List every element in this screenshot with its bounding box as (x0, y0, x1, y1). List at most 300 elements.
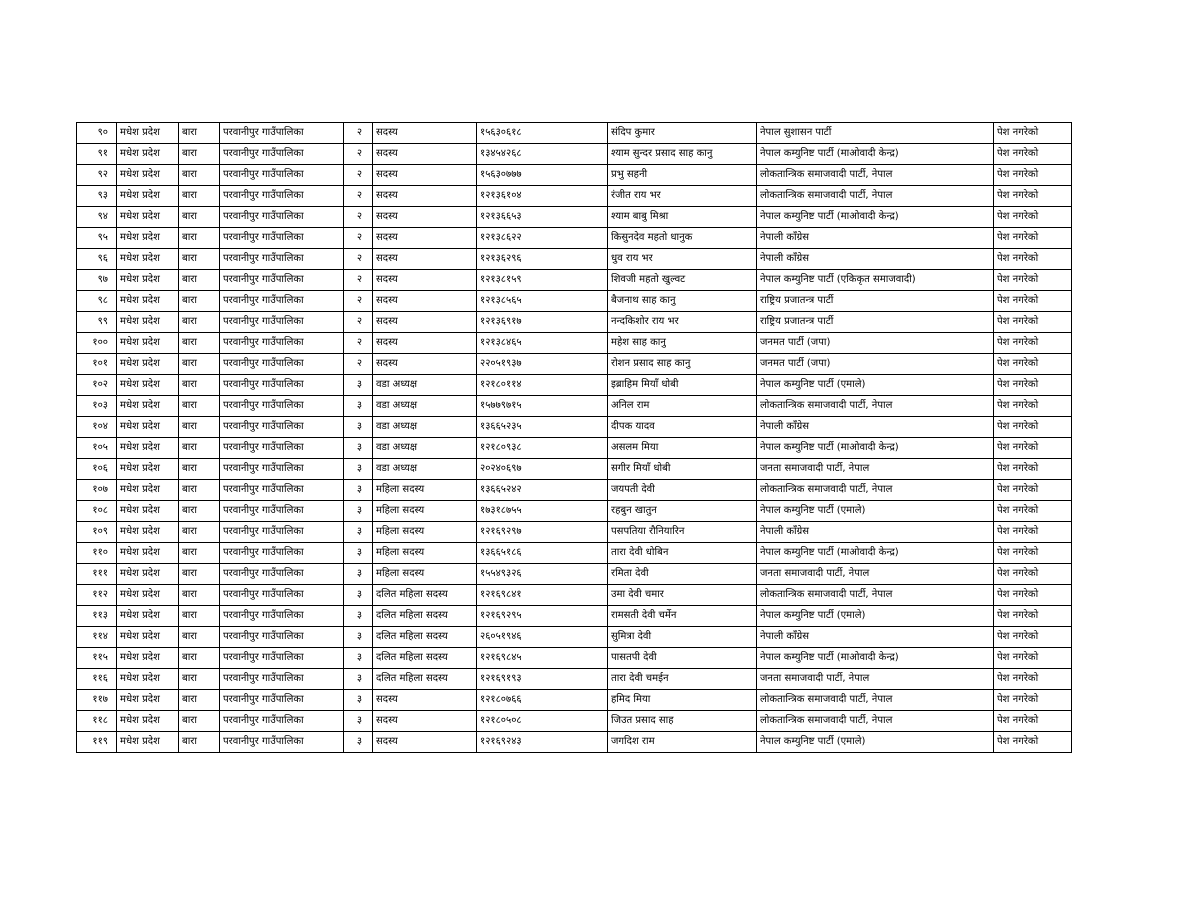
district-cell: बारा (179, 438, 220, 459)
id-number-cell: १२१६९१९३ (477, 669, 608, 690)
party-cell: राष्ट्रिय प्रजातन्त्र पार्टी (757, 291, 994, 312)
post-cell: सदस्य (373, 165, 477, 186)
serial-number-cell: ११३ (77, 606, 117, 627)
status-cell: पेश नगरेको (994, 123, 1072, 144)
serial-number-cell: १०६ (77, 459, 117, 480)
post-cell: दलित महिला सदस्य (373, 669, 477, 690)
post-cell: महिला सदस्य (373, 543, 477, 564)
party-cell: राष्ट्रिय प्रजातन्त्र पार्टी (757, 312, 994, 333)
id-number-cell: १५७७९७१५ (477, 396, 608, 417)
serial-number-cell: ११९ (77, 732, 117, 753)
province-cell: मधेश प्रदेश (117, 354, 179, 375)
candidate-name-cell: पसपतिया रौनियारिन (608, 522, 757, 543)
province-cell: मधेश प्रदेश (117, 501, 179, 522)
province-cell: मधेश प्रदेश (117, 291, 179, 312)
district-cell: बारा (179, 165, 220, 186)
status-cell: पेश नगरेको (994, 228, 1072, 249)
district-cell: बारा (179, 669, 220, 690)
post-cell: महिला सदस्य (373, 522, 477, 543)
post-cell: सदस्य (373, 228, 477, 249)
province-cell: मधेश प्रदेश (117, 669, 179, 690)
candidate-name-cell: रमिता देवी (608, 564, 757, 585)
province-cell: मधेश प्रदेश (117, 186, 179, 207)
district-cell: बारा (179, 291, 220, 312)
district-cell: बारा (179, 480, 220, 501)
id-number-cell: १२१६९२४३ (477, 732, 608, 753)
district-cell: बारा (179, 396, 220, 417)
id-number-cell: १२१३८६२२ (477, 228, 608, 249)
province-cell: मधेश प्रदेश (117, 165, 179, 186)
province-cell: मधेश प्रदेश (117, 543, 179, 564)
id-number-cell: १५६३०७७७ (477, 165, 608, 186)
id-number-cell: १२१६९२९७ (477, 522, 608, 543)
id-number-cell: १५५४९३२६ (477, 564, 608, 585)
province-cell: मधेश प्रदेश (117, 375, 179, 396)
serial-number-cell: १०० (77, 333, 117, 354)
table-row (77, 249, 1072, 270)
candidate-name-cell: शिवजी महतो खुल्वट (608, 270, 757, 291)
party-cell: जनता समाजवादी पार्टी, नेपाल (757, 564, 994, 585)
post-cell: वडा अध्यक्ष (373, 417, 477, 438)
table-row (77, 564, 1072, 585)
party-cell: नेपाल कम्युनिष्ट पार्टी (एमाले) (757, 606, 994, 627)
candidate-name-cell: रहबुन खातुन (608, 501, 757, 522)
id-number-cell: १३६६५२३५ (477, 417, 608, 438)
province-cell: मधेश प्रदेश (117, 333, 179, 354)
province-cell: मधेश प्रदेश (117, 480, 179, 501)
candidate-name-cell: रंजीत राय भर (608, 186, 757, 207)
id-number-cell: १२१३६९१७ (477, 312, 608, 333)
table-row (77, 669, 1072, 690)
serial-number-cell: १०२ (77, 375, 117, 396)
party-cell: लोकतान्त्रिक समाजवादी पार्टी, नेपाल (757, 711, 994, 732)
local-level-cell: परवानीपुर गाउँपालिका (220, 480, 344, 501)
candidate-name-cell: जिउत प्रसाद साह (608, 711, 757, 732)
post-cell: सदस्य (373, 690, 477, 711)
candidate-name-cell: बैजनाथ साह कानु (608, 291, 757, 312)
serial-number-cell: ९८ (77, 291, 117, 312)
district-cell: बारा (179, 564, 220, 585)
district-cell: बारा (179, 711, 220, 732)
table-row (77, 354, 1072, 375)
candidate-name-cell: हमिद मिया (608, 690, 757, 711)
status-cell: पेश नगरेको (994, 165, 1072, 186)
district-cell: बारा (179, 459, 220, 480)
party-cell: जनता समाजवादी पार्टी, नेपाल (757, 459, 994, 480)
province-cell: मधेश प्रदेश (117, 459, 179, 480)
id-number-cell: १२१६९८४५ (477, 648, 608, 669)
party-cell: नेपाल कम्युनिष्ट पार्टी (माओवादी केन्द्र) (757, 438, 994, 459)
party-cell: लोकतान्त्रिक समाजवादी पार्टी, नेपाल (757, 165, 994, 186)
district-cell: बारा (179, 375, 220, 396)
ward-cell: ३ (344, 627, 373, 648)
party-cell: नेपाली काँग्रेस (757, 417, 994, 438)
status-cell: पेश नगरेको (994, 375, 1072, 396)
serial-number-cell: ११२ (77, 585, 117, 606)
status-cell: पेश नगरेको (994, 564, 1072, 585)
party-cell: नेपाल कम्युनिष्ट पार्टी (माओवादी केन्द्र) (757, 144, 994, 165)
province-cell: मधेश प्रदेश (117, 690, 179, 711)
ward-cell: ३ (344, 459, 373, 480)
province-cell: मधेश प्रदेश (117, 228, 179, 249)
serial-number-cell: १०३ (77, 396, 117, 417)
id-number-cell: १२१८०५०८ (477, 711, 608, 732)
serial-number-cell: १०९ (77, 522, 117, 543)
local-level-cell: परवानीपुर गाउँपालिका (220, 585, 344, 606)
status-cell: पेश नगरेको (994, 585, 1072, 606)
table-row (77, 312, 1072, 333)
candidate-name-cell: दीपक यादव (608, 417, 757, 438)
candidate-name-cell: तारा देवी चमईन (608, 669, 757, 690)
ward-cell: २ (344, 333, 373, 354)
ward-cell: ३ (344, 480, 373, 501)
local-level-cell: परवानीपुर गाउँपालिका (220, 669, 344, 690)
local-level-cell: परवानीपुर गाउँपालिका (220, 228, 344, 249)
serial-number-cell: ९६ (77, 249, 117, 270)
candidate-name-cell: पासतपी देवी (608, 648, 757, 669)
document-table-wrapper (76, 122, 1072, 753)
ward-cell: ३ (344, 501, 373, 522)
serial-number-cell: १०८ (77, 501, 117, 522)
status-cell: पेश नगरेको (994, 627, 1072, 648)
party-cell: नेपाली काँग्रेस (757, 228, 994, 249)
province-cell: मधेश प्रदेश (117, 711, 179, 732)
candidate-name-cell: धुव राय भर (608, 249, 757, 270)
district-cell: बारा (179, 543, 220, 564)
party-cell: नेपाल कम्युनिष्ट पार्टी (माओवादी केन्द्र) (757, 207, 994, 228)
status-cell: पेश नगरेको (994, 144, 1072, 165)
post-cell: सदस्य (373, 291, 477, 312)
status-cell: पेश नगरेको (994, 732, 1072, 753)
table-row (77, 186, 1072, 207)
table-row (77, 522, 1072, 543)
id-number-cell: १२१३६६५३ (477, 207, 608, 228)
local-level-cell: परवानीपुर गाउँपालिका (220, 606, 344, 627)
id-number-cell: १२१३६२९६ (477, 249, 608, 270)
post-cell: सदस्य (373, 732, 477, 753)
status-cell: पेश नगरेको (994, 312, 1072, 333)
serial-number-cell: ११६ (77, 669, 117, 690)
table-row (77, 711, 1072, 732)
party-cell: लोकतान्त्रिक समाजवादी पार्टी, नेपाल (757, 396, 994, 417)
id-number-cell: १२१८०९३८ (477, 438, 608, 459)
ward-cell: २ (344, 228, 373, 249)
ward-cell: ३ (344, 438, 373, 459)
party-cell: लोकतान्त्रिक समाजवादी पार्टी, नेपाल (757, 480, 994, 501)
district-cell: बारा (179, 648, 220, 669)
local-level-cell: परवानीपुर गाउँपालिका (220, 690, 344, 711)
status-cell: पेश नगरेको (994, 333, 1072, 354)
ward-cell: ३ (344, 669, 373, 690)
post-cell: सदस्य (373, 186, 477, 207)
ward-cell: २ (344, 354, 373, 375)
post-cell: सदस्य (373, 711, 477, 732)
province-cell: मधेश प्रदेश (117, 270, 179, 291)
province-cell: मधेश प्रदेश (117, 522, 179, 543)
candidate-name-cell: असलम मिया (608, 438, 757, 459)
candidate-name-cell: नन्दकिशोर राय भर (608, 312, 757, 333)
post-cell: महिला सदस्य (373, 501, 477, 522)
party-cell: नेपाल कम्युनिष्ट पार्टी (एमाले) (757, 375, 994, 396)
ward-cell: ३ (344, 417, 373, 438)
party-cell: नेपाल कम्युनिष्ट पार्टी (माओवादी केन्द्र) (757, 543, 994, 564)
table-row (77, 207, 1072, 228)
post-cell: सदस्य (373, 312, 477, 333)
id-number-cell: १२१६९८४१ (477, 585, 608, 606)
candidate-table (76, 122, 1072, 753)
party-cell: नेपाली काँग्रेस (757, 249, 994, 270)
id-number-cell: १२१८०११४ (477, 375, 608, 396)
post-cell: सदस्य (373, 207, 477, 228)
serial-number-cell: ९५ (77, 228, 117, 249)
district-cell: बारा (179, 333, 220, 354)
candidate-name-cell: रामसती देवी चर्मेन (608, 606, 757, 627)
ward-cell: ३ (344, 375, 373, 396)
party-cell: नेपाल कम्युनिष्ट पार्टी (माओवादी केन्द्र) (757, 648, 994, 669)
serial-number-cell: ९७ (77, 270, 117, 291)
party-cell: नेपाल कम्युनिष्ट पार्टी (एकिकृत समाजवादी) (757, 270, 994, 291)
province-cell: मधेश प्रदेश (117, 732, 179, 753)
table-row (77, 228, 1072, 249)
serial-number-cell: ९२ (77, 165, 117, 186)
post-cell: दलित महिला सदस्य (373, 627, 477, 648)
candidate-name-cell: महेश साह कानु (608, 333, 757, 354)
status-cell: पेश नगरेको (994, 438, 1072, 459)
serial-number-cell: १०१ (77, 354, 117, 375)
id-number-cell: २०२४०६९७ (477, 459, 608, 480)
candidate-name-cell: किसुनदेव महतो धानुक (608, 228, 757, 249)
ward-cell: २ (344, 186, 373, 207)
local-level-cell: परवानीपुर गाउँपालिका (220, 564, 344, 585)
candidate-name-cell: जयपती देवी (608, 480, 757, 501)
post-cell: दलित महिला सदस्य (373, 606, 477, 627)
local-level-cell: परवानीपुर गाउँपालिका (220, 249, 344, 270)
serial-number-cell: ११० (77, 543, 117, 564)
party-cell: जनता समाजवादी पार्टी, नेपाल (757, 669, 994, 690)
table-row (77, 270, 1072, 291)
id-number-cell: १५६३०६१८ (477, 123, 608, 144)
party-cell: नेपाल कम्युनिष्ट पार्टी (एमाले) (757, 732, 994, 753)
ward-cell: २ (344, 291, 373, 312)
ward-cell: ३ (344, 690, 373, 711)
district-cell: बारा (179, 144, 220, 165)
province-cell: मधेश प्रदेश (117, 564, 179, 585)
serial-number-cell: ११८ (77, 711, 117, 732)
local-level-cell: परवानीपुर गाउँपालिका (220, 123, 344, 144)
table-row (77, 165, 1072, 186)
ward-cell: ३ (344, 522, 373, 543)
ward-cell: २ (344, 144, 373, 165)
district-cell: बारा (179, 228, 220, 249)
post-cell: सदस्य (373, 123, 477, 144)
party-cell: जनमत पार्टी (जपा) (757, 333, 994, 354)
table-row (77, 543, 1072, 564)
district-cell: बारा (179, 354, 220, 375)
status-cell: पेश नगरेको (994, 669, 1072, 690)
district-cell: बारा (179, 417, 220, 438)
ward-cell: ३ (344, 648, 373, 669)
candidate-name-cell: प्रभु सहनी (608, 165, 757, 186)
local-level-cell: परवानीपुर गाउँपालिका (220, 732, 344, 753)
province-cell: मधेश प्रदेश (117, 417, 179, 438)
table-row (77, 459, 1072, 480)
province-cell: मधेश प्रदेश (117, 144, 179, 165)
id-number-cell: २६०५१९४६ (477, 627, 608, 648)
ward-cell: ३ (344, 606, 373, 627)
id-number-cell: १२१३६१०४ (477, 186, 608, 207)
local-level-cell: परवानीपुर गाउँपालिका (220, 396, 344, 417)
ward-cell: ३ (344, 585, 373, 606)
serial-number-cell: ९३ (77, 186, 117, 207)
status-cell: पेश नगरेको (994, 249, 1072, 270)
district-cell: बारा (179, 270, 220, 291)
party-cell: नेपाली काँग्रेस (757, 522, 994, 543)
ward-cell: ३ (344, 711, 373, 732)
district-cell: बारा (179, 312, 220, 333)
table-row (77, 396, 1072, 417)
status-cell: पेश नगरेको (994, 417, 1072, 438)
serial-number-cell: १०७ (77, 480, 117, 501)
local-level-cell: परवानीपुर गाउँपालिका (220, 186, 344, 207)
serial-number-cell: ९१ (77, 144, 117, 165)
serial-number-cell: ९० (77, 123, 117, 144)
province-cell: मधेश प्रदेश (117, 627, 179, 648)
status-cell: पेश नगरेको (994, 396, 1072, 417)
district-cell: बारा (179, 501, 220, 522)
candidate-name-cell: जगदिश राम (608, 732, 757, 753)
table-row (77, 648, 1072, 669)
ward-cell: ३ (344, 564, 373, 585)
district-cell: बारा (179, 732, 220, 753)
post-cell: वडा अध्यक्ष (373, 375, 477, 396)
post-cell: वडा अध्यक्ष (373, 396, 477, 417)
local-level-cell: परवानीपुर गाउँपालिका (220, 144, 344, 165)
province-cell: मधेश प्रदेश (117, 123, 179, 144)
post-cell: सदस्य (373, 144, 477, 165)
status-cell: पेश नगरेको (994, 270, 1072, 291)
district-cell: बारा (179, 186, 220, 207)
status-cell: पेश नगरेको (994, 207, 1072, 228)
serial-number-cell: ११५ (77, 648, 117, 669)
id-number-cell: १२१६९२९५ (477, 606, 608, 627)
party-cell: लोकतान्त्रिक समाजवादी पार्टी, नेपाल (757, 585, 994, 606)
id-number-cell: २२०५१९३७ (477, 354, 608, 375)
ward-cell: ३ (344, 732, 373, 753)
district-cell: बारा (179, 522, 220, 543)
table-row (77, 375, 1072, 396)
status-cell: पेश नगरेको (994, 291, 1072, 312)
district-cell: बारा (179, 207, 220, 228)
district-cell: बारा (179, 585, 220, 606)
district-cell: बारा (179, 249, 220, 270)
candidate-name-cell: तारा देवी धोबिन (608, 543, 757, 564)
party-cell: नेपाल सुशासन पार्टी (757, 123, 994, 144)
table-row (77, 123, 1072, 144)
district-cell: बारा (179, 690, 220, 711)
status-cell: पेश नगरेको (994, 459, 1072, 480)
district-cell: बारा (179, 627, 220, 648)
serial-number-cell: ९४ (77, 207, 117, 228)
id-number-cell: १२१८०७६६ (477, 690, 608, 711)
province-cell: मधेश प्रदेश (117, 606, 179, 627)
ward-cell: २ (344, 312, 373, 333)
province-cell: मधेश प्रदेश (117, 585, 179, 606)
party-cell: जनमत पार्टी (जपा) (757, 354, 994, 375)
ward-cell: २ (344, 249, 373, 270)
party-cell: नेपाली काँग्रेस (757, 627, 994, 648)
table-row (77, 585, 1072, 606)
province-cell: मधेश प्रदेश (117, 396, 179, 417)
table-row (77, 333, 1072, 354)
table-row (77, 291, 1072, 312)
local-level-cell: परवानीपुर गाउँपालिका (220, 648, 344, 669)
serial-number-cell: ११७ (77, 690, 117, 711)
local-level-cell: परवानीपुर गाउँपालिका (220, 333, 344, 354)
status-cell: पेश नगरेको (994, 711, 1072, 732)
ward-cell: ३ (344, 543, 373, 564)
ward-cell: २ (344, 165, 373, 186)
candidate-name-cell: रोशन प्रसाद साह कानु (608, 354, 757, 375)
local-level-cell: परवानीपुर गाउँपालिका (220, 627, 344, 648)
party-cell: लोकतान्त्रिक समाजवादी पार्टी, नेपाल (757, 690, 994, 711)
id-number-cell: १२१३८१५९ (477, 270, 608, 291)
table-row (77, 480, 1072, 501)
local-level-cell: परवानीपुर गाउँपालिका (220, 438, 344, 459)
candidate-name-cell: संदिप कुमार (608, 123, 757, 144)
status-cell: पेश नगरेको (994, 480, 1072, 501)
post-cell: महिला सदस्य (373, 480, 477, 501)
status-cell: पेश नगरेको (994, 354, 1072, 375)
post-cell: सदस्य (373, 354, 477, 375)
local-level-cell: परवानीपुर गाउँपालिका (220, 354, 344, 375)
post-cell: सदस्य (373, 249, 477, 270)
table-row (77, 627, 1072, 648)
status-cell: पेश नगरेको (994, 186, 1072, 207)
province-cell: मधेश प्रदेश (117, 438, 179, 459)
province-cell: मधेश प्रदेश (117, 312, 179, 333)
id-number-cell: १३६६५१८६ (477, 543, 608, 564)
serial-number-cell: १११ (77, 564, 117, 585)
province-cell: मधेश प्रदेश (117, 249, 179, 270)
id-number-cell: १२१३८५६५ (477, 291, 608, 312)
post-cell: सदस्य (373, 270, 477, 291)
status-cell: पेश नगरेको (994, 522, 1072, 543)
candidate-name-cell: श्याम बाबु मिश्रा (608, 207, 757, 228)
serial-number-cell: ९९ (77, 312, 117, 333)
local-level-cell: परवानीपुर गाउँपालिका (220, 711, 344, 732)
id-number-cell: १३६६५२४२ (477, 480, 608, 501)
party-cell: नेपाल कम्युनिष्ट पार्टी (एमाले) (757, 501, 994, 522)
table-row (77, 606, 1072, 627)
local-level-cell: परवानीपुर गाउँपालिका (220, 501, 344, 522)
post-cell: दलित महिला सदस्य (373, 648, 477, 669)
candidate-name-cell: इब्राहिम मियाँ धोबी (608, 375, 757, 396)
id-number-cell: १२१३८४६५ (477, 333, 608, 354)
local-level-cell: परवानीपुर गाउँपालिका (220, 522, 344, 543)
ward-cell: २ (344, 207, 373, 228)
status-cell: पेश नगरेको (994, 690, 1072, 711)
ward-cell: ३ (344, 396, 373, 417)
province-cell: मधेश प्रदेश (117, 207, 179, 228)
table-row (77, 732, 1072, 753)
candidate-name-cell: सुमित्रा देवी (608, 627, 757, 648)
local-level-cell: परवानीपुर गाउँपालिका (220, 207, 344, 228)
local-level-cell: परवानीपुर गाउँपालिका (220, 312, 344, 333)
status-cell: पेश नगरेको (994, 501, 1072, 522)
local-level-cell: परवानीपुर गाउँपालिका (220, 459, 344, 480)
ward-cell: २ (344, 270, 373, 291)
local-level-cell: परवानीपुर गाउँपालिका (220, 291, 344, 312)
